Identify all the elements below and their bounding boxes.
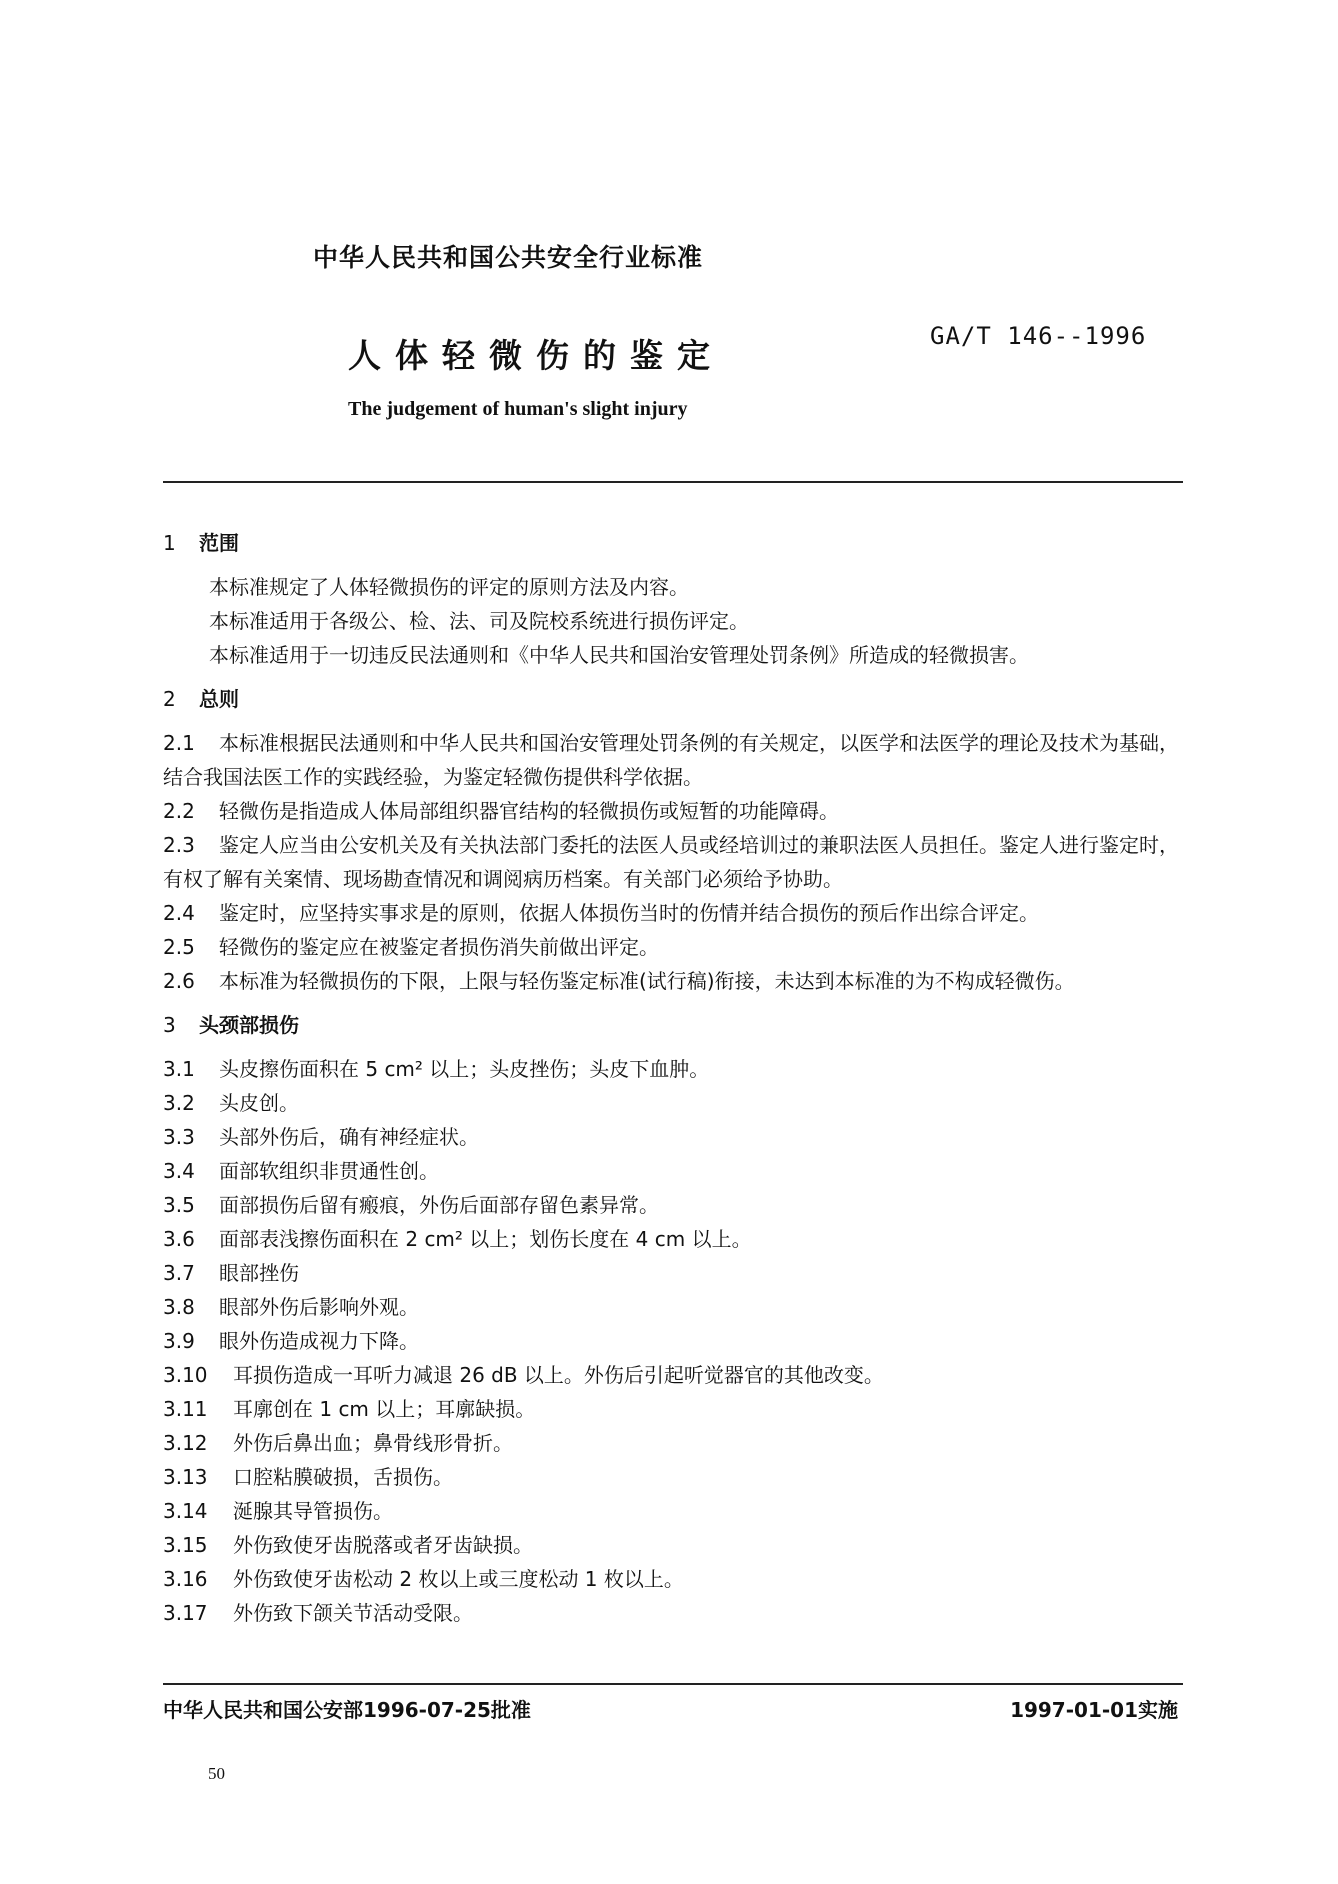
clause — [163, 726, 1193, 794]
clause-number: 3.13 — [163, 1465, 208, 1489]
clause-text: 外伤致下颌关节活动受限。 — [233, 1601, 473, 1625]
clause-text: 轻微伤的鉴定应在被鉴定者损伤消失前做出评定。 — [219, 935, 659, 959]
clause — [163, 1460, 1193, 1494]
clause-text: 鉴定时，应坚持实事求是的原则，依据人体损伤当时的伤情并结合损伤的预后作出综合评定。 — [219, 901, 1039, 925]
clause — [163, 1324, 1193, 1358]
clause-text: 口腔粘膜破损，舌损伤。 — [233, 1465, 453, 1489]
clause — [163, 1120, 1193, 1154]
clause-text: 外伤致使牙齿脱落或者牙齿缺损。 — [233, 1533, 533, 1557]
clause-number: 3.16 — [163, 1567, 208, 1591]
clause — [163, 1256, 1193, 1290]
clause-number: 3.12 — [163, 1431, 208, 1455]
clause-number: 2.5 — [163, 935, 195, 959]
standard-code: GA/T 146--1996 — [930, 322, 1147, 350]
clause-number: 3.14 — [163, 1499, 208, 1523]
clause-text: 眼部外伤后影响外观。 — [219, 1295, 419, 1319]
clause-number: 3.9 — [163, 1329, 195, 1353]
document-title: 人体轻微伤的鉴定 — [348, 336, 724, 375]
clause-number: 3.2 — [163, 1091, 195, 1115]
clause — [163, 896, 1193, 930]
clause-text: 头部外伤后，确有神经症状。 — [219, 1125, 479, 1149]
section-heading — [163, 1008, 1193, 1042]
clause — [163, 1154, 1193, 1188]
clause — [163, 1426, 1193, 1460]
clause-text: 头皮创。 — [219, 1091, 299, 1115]
clause-number: 3.1 — [163, 1057, 195, 1081]
clause-text: 眼部挫伤 — [219, 1261, 299, 1285]
approval-statement: 中华人民共和国公安部1996-07-25批准 — [163, 1698, 531, 1722]
clause-number: 3.7 — [163, 1261, 195, 1285]
clause-number: 2.2 — [163, 799, 195, 823]
clause-number: 3.5 — [163, 1193, 195, 1217]
clause-text: 轻微伤是指造成人体局部组织器官结构的轻微损伤或短暂的功能障碍。 — [219, 799, 839, 823]
clause — [163, 1188, 1193, 1222]
clause-number: 3.8 — [163, 1295, 195, 1319]
clause-number: 3.3 — [163, 1125, 195, 1149]
clause-number: 3.17 — [163, 1601, 208, 1625]
section-number: 3 — [163, 1013, 176, 1037]
clause-number: 3.10 — [163, 1363, 208, 1387]
clause-text: 面部损伤后留有瘢痕，外伤后面部存留色素异常。 — [219, 1193, 659, 1217]
section-heading — [163, 526, 1193, 560]
clause — [163, 1596, 1193, 1630]
paragraph: 本标准适用于各级公、检、法、司及院校系统进行损伤评定。 — [209, 609, 749, 633]
clause-text: 鉴定人应当由公安机关及有关执法部门委托的法医人员或经培训过的兼职法医人员担任。鉴定人进行鉴定时，有权了解有关案情、现场勘查情况和调阅病历档案。有关部门必须给予协助。 — [163, 833, 1179, 891]
clause-text: 耳损伤造成一耳听力减退 26 dB 以上。外伤后引起听觉器官的其他改变。 — [233, 1363, 884, 1387]
section-number: 1 — [163, 531, 176, 555]
section-title: 总则 — [199, 687, 239, 711]
clause-text: 面部表浅擦伤面积在 2 cm² 以上；划伤长度在 4 cm 以上。 — [219, 1227, 752, 1251]
paragraph: 本标准规定了人体轻微损伤的评定的原则方法及内容。 — [209, 575, 689, 599]
section-title: 头颈部损伤 — [199, 1013, 299, 1037]
clause-text: 外伤致使牙齿松动 2 枚以上或三度松动 1 枚以上。 — [233, 1567, 684, 1591]
clause — [163, 1086, 1193, 1120]
english-title: The judgement of human's slight injury — [348, 398, 688, 420]
clause-number: 2.1 — [163, 731, 195, 755]
clause-text: 外伤后鼻出血；鼻骨线形骨折。 — [233, 1431, 513, 1455]
clause — [163, 930, 1193, 964]
clause-text: 耳廓创在 1 cm 以上；耳廓缺损。 — [233, 1397, 536, 1421]
clause — [163, 828, 1193, 896]
clause — [163, 1358, 1193, 1392]
clause — [163, 1494, 1193, 1528]
clause — [163, 1290, 1193, 1324]
document-body — [163, 520, 1193, 1630]
clause-number: 2.3 — [163, 833, 195, 857]
clause — [163, 1528, 1193, 1562]
section-number: 2 — [163, 687, 176, 711]
clause-text: 涎腺其导管损伤。 — [233, 1499, 393, 1523]
clause — [163, 794, 1193, 828]
page-number: 50 — [208, 1764, 225, 1783]
clause-text: 本标准根据民法通则和中华人民共和国治安管理处罚条例的有关规定，以医学和法医学的理论及技术为基础，结合我国法医工作的实践经验，为鉴定轻微伤提供科学依据。 — [163, 731, 1179, 789]
clause-number: 3.11 — [163, 1397, 208, 1421]
effective-date: 1997-01-01实施 — [1010, 1698, 1178, 1722]
clause-text: 头皮擦伤面积在 5 cm² 以上；头皮挫伤；头皮下血肿。 — [219, 1057, 710, 1081]
section-title: 范围 — [199, 531, 239, 555]
bottom-divider — [163, 1683, 1183, 1685]
top-divider — [163, 481, 1183, 483]
clause — [163, 1392, 1193, 1426]
clause-number: 3.15 — [163, 1533, 208, 1557]
clause — [163, 1222, 1193, 1256]
clause-text: 眼外伤造成视力下降。 — [219, 1329, 419, 1353]
clause-number: 2.6 — [163, 969, 195, 993]
paragraph: 本标准适用于一切违反民法通则和《中华人民共和国治安管理处罚条例》所造成的轻微损害。 — [209, 643, 1029, 667]
clause-text: 本标准为轻微损伤的下限，上限与轻伤鉴定标准(试行稿)衔接，未达到本标准的为不构成轻微伤。 — [219, 969, 1075, 993]
clause-number: 3.4 — [163, 1159, 195, 1183]
clause-number: 2.4 — [163, 901, 195, 925]
clause-number: 3.6 — [163, 1227, 195, 1251]
issuer-heading: 中华人民共和国公共安全行业标准 — [313, 243, 704, 272]
clause — [163, 1562, 1193, 1596]
clause-text: 面部软组织非贯通性创。 — [219, 1159, 439, 1183]
clause — [163, 1052, 1193, 1086]
section-heading — [163, 682, 1193, 716]
clause — [163, 964, 1193, 998]
